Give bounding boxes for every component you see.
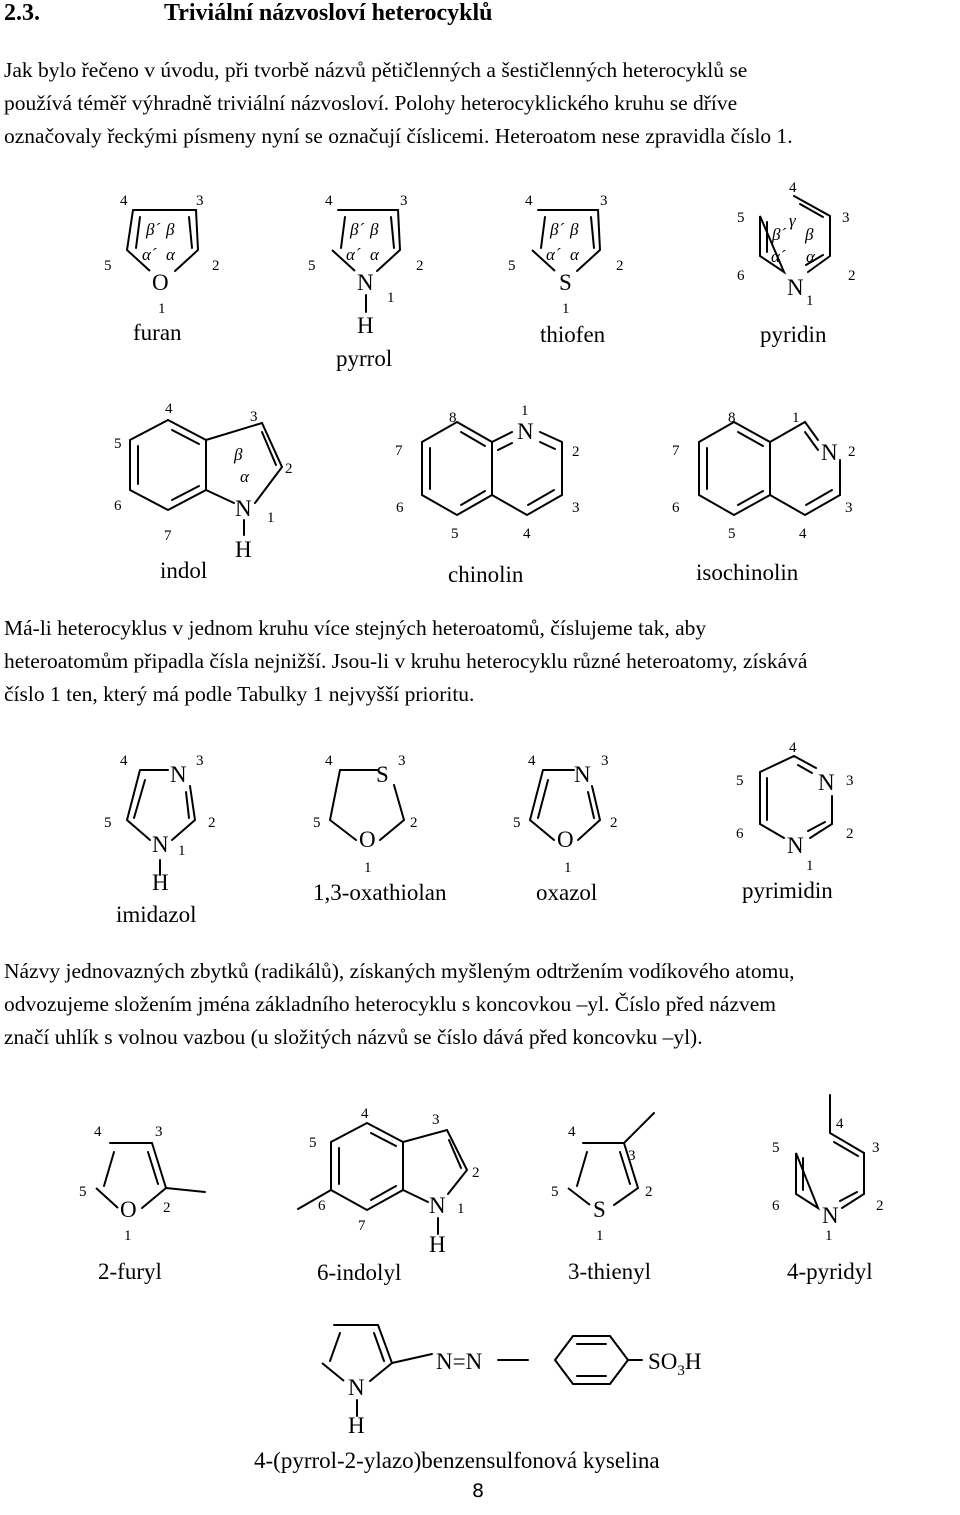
- numbering-paragraph: [4, 612, 958, 711]
- beta-label: β: [805, 225, 814, 244]
- indolyl-structure: [298, 1106, 480, 1285]
- position-2: 2: [645, 1184, 653, 1200]
- position-3: 3: [400, 193, 408, 209]
- position-3: 3: [155, 1124, 163, 1140]
- position-1: 1: [364, 860, 372, 876]
- position-2: 2: [876, 1198, 884, 1214]
- alpha-prime-label: α´: [546, 245, 561, 264]
- nitrogen-atom: N: [429, 1193, 446, 1218]
- position-5: 5: [728, 526, 736, 542]
- position-4: 4: [361, 1106, 369, 1122]
- pyrrol-structure: [308, 193, 424, 371]
- position-2: 2: [163, 1200, 171, 1216]
- position-3: 3: [572, 500, 580, 516]
- indol-label: indol: [160, 558, 208, 583]
- position-2: 2: [610, 815, 618, 831]
- chinolin-label: chinolin: [448, 562, 524, 587]
- position-4: 4: [120, 753, 128, 769]
- position-1: 1: [564, 860, 572, 876]
- furyl-structure: [79, 1124, 205, 1284]
- pyrrol-label: pyrrol: [336, 346, 393, 371]
- position-5: 5: [736, 773, 744, 789]
- nitrogen-atom: N: [822, 1203, 839, 1228]
- paragraph-line: značí uhlík s volnou vazbou (u složitých názvů se číslo dává před koncovku –yl).: [4, 1025, 703, 1049]
- position-8: 8: [449, 410, 457, 426]
- sulfur-atom: S: [559, 270, 572, 295]
- imidazol-label: imidazol: [116, 902, 197, 927]
- nitrogen-atom: N: [357, 270, 374, 295]
- thienyl-label: 3-thienyl: [568, 1259, 652, 1284]
- position-5: 5: [313, 815, 321, 831]
- alpha-label: α: [570, 245, 579, 264]
- sulfonic-group-so: SO: [648, 1349, 678, 1374]
- nitrogen-atom: N: [235, 496, 252, 521]
- furyl-label: 2-furyl: [98, 1259, 162, 1284]
- position-4: 4: [836, 1116, 844, 1132]
- position-2: 2: [410, 815, 418, 831]
- position-3: 3: [872, 1140, 880, 1156]
- position-5: 5: [451, 526, 459, 542]
- position-1: 1: [562, 301, 570, 317]
- oxygen-atom: O: [359, 827, 376, 852]
- position-7: 7: [358, 1218, 366, 1234]
- beta-prime-label: β´: [772, 225, 787, 244]
- position-5: 5: [737, 210, 745, 226]
- position-2: 2: [616, 258, 624, 274]
- alpha-prime-label: α´: [346, 245, 361, 264]
- indolyl-label: 6-indolyl: [317, 1260, 402, 1285]
- position-1: 1: [806, 293, 814, 309]
- pyridin-structure: [737, 180, 856, 347]
- alpha-prime-label: α´: [142, 245, 157, 264]
- thiofen-label: thiofen: [540, 322, 606, 347]
- sulfonic-group-subscript: 3: [677, 1363, 685, 1379]
- position-1: 1: [158, 301, 166, 317]
- gamma-label: γ: [789, 211, 796, 230]
- position-5: 5: [114, 436, 122, 452]
- hydrogen-atom: H: [152, 870, 169, 895]
- page-number: 8: [472, 1480, 485, 1502]
- beta-prime-label: β´: [146, 220, 161, 239]
- position-6: 6: [114, 498, 122, 514]
- chinolin-structure: [395, 403, 580, 587]
- position-5: 5: [308, 258, 316, 274]
- pyrimidin-structure: [736, 740, 854, 903]
- position-1: 1: [792, 410, 800, 426]
- position-5: 5: [551, 1184, 559, 1200]
- position-3: 3: [398, 753, 406, 769]
- alpha-prime-label: α´: [771, 247, 786, 266]
- nitrogen-atom: N: [170, 762, 187, 787]
- position-6: 6: [318, 1198, 326, 1214]
- position-4: 4: [525, 193, 533, 209]
- position-5: 5: [104, 815, 112, 831]
- beta-label: β: [570, 220, 579, 239]
- oxygen-atom: O: [557, 827, 574, 852]
- position-8: 8: [728, 410, 736, 426]
- position-6: 6: [772, 1198, 780, 1214]
- pyridin-label: pyridin: [760, 322, 827, 347]
- basic-heterocycles-figure: [0, 0, 960, 600]
- position-4: 4: [568, 1124, 576, 1140]
- position-2: 2: [285, 461, 293, 477]
- radicals-figure: [0, 1080, 960, 1480]
- imidazol-structure: [104, 753, 216, 927]
- nitrogen-atom: N: [152, 832, 169, 857]
- oxazol-structure: [513, 753, 618, 905]
- position-2: 2: [416, 258, 424, 274]
- sulfonic-group-h: H: [684, 1349, 702, 1374]
- alpha-label: α: [806, 247, 815, 266]
- position-4: 4: [523, 526, 531, 542]
- position-4: 4: [94, 1124, 102, 1140]
- position-4: 4: [799, 526, 807, 542]
- position-1: 1: [521, 403, 529, 419]
- beta-label: β: [234, 445, 243, 464]
- position-5: 5: [104, 258, 112, 274]
- pyridyl-structure: [772, 1095, 884, 1284]
- position-3: 3: [842, 210, 850, 226]
- nitrogen-atom: N: [348, 1375, 365, 1400]
- paragraph-line: odvozujeme složením jména základního heterocyklu s koncovkou –yl. Číslo před názvem: [4, 992, 777, 1016]
- section-number: 2.3.: [4, 0, 40, 26]
- furan-label: furan: [133, 320, 182, 345]
- position-4: 4: [789, 180, 797, 196]
- position-3: 3: [432, 1112, 440, 1128]
- azo-group: N=N: [436, 1349, 483, 1374]
- alpha-label: α: [166, 245, 175, 264]
- furan-structure: [104, 193, 220, 345]
- position-3: 3: [846, 773, 854, 789]
- pyrimidin-label: pyrimidin: [742, 878, 833, 903]
- azo-compound-label: 4-(pyrrol-2-ylazo)benzensulfonová kyselina: [254, 1448, 660, 1473]
- position-1: 1: [267, 510, 275, 526]
- alpha-label: α: [370, 245, 379, 264]
- hydrogen-atom: H: [235, 537, 252, 562]
- position-5: 5: [772, 1140, 780, 1156]
- section-title: Triviální názvosloví heterocyklů: [164, 0, 493, 26]
- position-5: 5: [513, 815, 521, 831]
- hydrogen-atom: H: [429, 1232, 446, 1257]
- position-2: 2: [848, 444, 856, 460]
- oxygen-atom: O: [152, 270, 169, 295]
- nitrogen-atom: N: [787, 275, 804, 300]
- nitrogen-atom: N: [821, 440, 838, 465]
- oxathiolan-structure: [313, 753, 447, 905]
- position-1: 1: [387, 290, 395, 306]
- position-2: 2: [848, 268, 856, 284]
- oxazol-label: oxazol: [536, 880, 598, 905]
- position-3: 3: [601, 753, 609, 769]
- nitrogen-atom: N: [574, 762, 591, 787]
- paragraph-line: Názvy jednovazných zbytků (radikálů), získaných myšleným odtržením vodíkového atomu,: [4, 959, 795, 983]
- nitrogen-atom: N: [787, 833, 804, 858]
- azo-compound-structure: [254, 1325, 702, 1473]
- position-2: 2: [472, 1165, 480, 1181]
- hydrogen-atom: H: [357, 313, 374, 338]
- position-1: 1: [806, 858, 814, 874]
- position-1: 1: [825, 1228, 833, 1244]
- position-5: 5: [79, 1184, 87, 1200]
- position-2: 2: [572, 444, 580, 460]
- position-1: 1: [457, 1201, 465, 1217]
- position-3: 3: [196, 193, 204, 209]
- position-5: 5: [508, 258, 516, 274]
- indol-structure: [114, 401, 293, 583]
- position-6: 6: [396, 500, 404, 516]
- multi-heteroatom-figure: [0, 730, 960, 950]
- position-3: 3: [196, 753, 204, 769]
- position-1: 1: [596, 1228, 604, 1244]
- position-1: 1: [178, 843, 186, 859]
- thiofen-structure: [508, 193, 624, 347]
- position-7: 7: [395, 443, 403, 459]
- paragraph-line: používá téměř výhradně triviální názvosloví. Polohy heterocyklického kruhu se dříve: [4, 91, 738, 115]
- position-5: 5: [309, 1135, 317, 1151]
- isochinolin-label: isochinolin: [696, 560, 799, 585]
- position-6: 6: [736, 826, 744, 842]
- oxygen-atom: O: [120, 1197, 137, 1222]
- position-4: 4: [325, 753, 333, 769]
- sulfur-atom: S: [376, 762, 389, 787]
- position-7: 7: [672, 443, 680, 459]
- beta-prime-label: β´: [550, 220, 565, 239]
- position-3: 3: [250, 409, 258, 425]
- radicals-paragraph: [4, 955, 958, 1054]
- nitrogen-atom: N: [818, 770, 835, 795]
- position-7: 7: [164, 528, 172, 544]
- isochinolin-structure: [672, 410, 856, 585]
- beta-label: β: [166, 220, 175, 239]
- paragraph-line: číslo 1 ten, který má podle Tabulky 1 nejvyšší prioritu.: [4, 682, 475, 706]
- position-2: 2: [212, 258, 220, 274]
- position-3: 3: [628, 1148, 636, 1164]
- position-3: 3: [845, 500, 853, 516]
- position-3: 3: [600, 193, 608, 209]
- paragraph-line: označovaly řeckými písmeny nyní se označují číslicemi. Heteroatom nese zpravidla číslo 1.: [4, 124, 793, 148]
- oxathiolan-label: 1,3-oxathiolan: [313, 880, 447, 905]
- position-6: 6: [672, 500, 680, 516]
- position-2: 2: [846, 826, 854, 842]
- beta-prime-label: β´: [350, 220, 365, 239]
- pyridyl-label: 4-pyridyl: [787, 1259, 873, 1284]
- alpha-label: α: [240, 467, 249, 486]
- beta-label: β: [370, 220, 379, 239]
- position-4: 4: [165, 401, 173, 417]
- position-1: 1: [124, 1228, 132, 1244]
- nitrogen-atom: N: [517, 419, 534, 444]
- position-4: 4: [325, 193, 333, 209]
- paragraph-line: Jak bylo řečeno v úvodu, při tvorbě názvů pětičlenných a šestičlenných heterocyklů se: [4, 58, 748, 82]
- position-4: 4: [528, 753, 536, 769]
- paragraph-line: heteroatomům připadla čísla nejnižší. Jsou-li v kruhu heterocyklu různé heteroatomy, získává: [4, 649, 808, 673]
- position-2: 2: [208, 815, 216, 831]
- position-4: 4: [120, 193, 128, 209]
- sulfur-atom: S: [593, 1197, 606, 1222]
- paragraph-line: Má-li heterocyklus v jednom kruhu více stejných heteroatomů, číslujeme tak, aby: [4, 616, 707, 640]
- hydrogen-atom: H: [348, 1413, 365, 1438]
- sulfonic-group: [648, 1349, 702, 1379]
- thienyl-structure: [551, 1113, 654, 1284]
- position-4: 4: [789, 740, 797, 756]
- position-6: 6: [737, 268, 745, 284]
